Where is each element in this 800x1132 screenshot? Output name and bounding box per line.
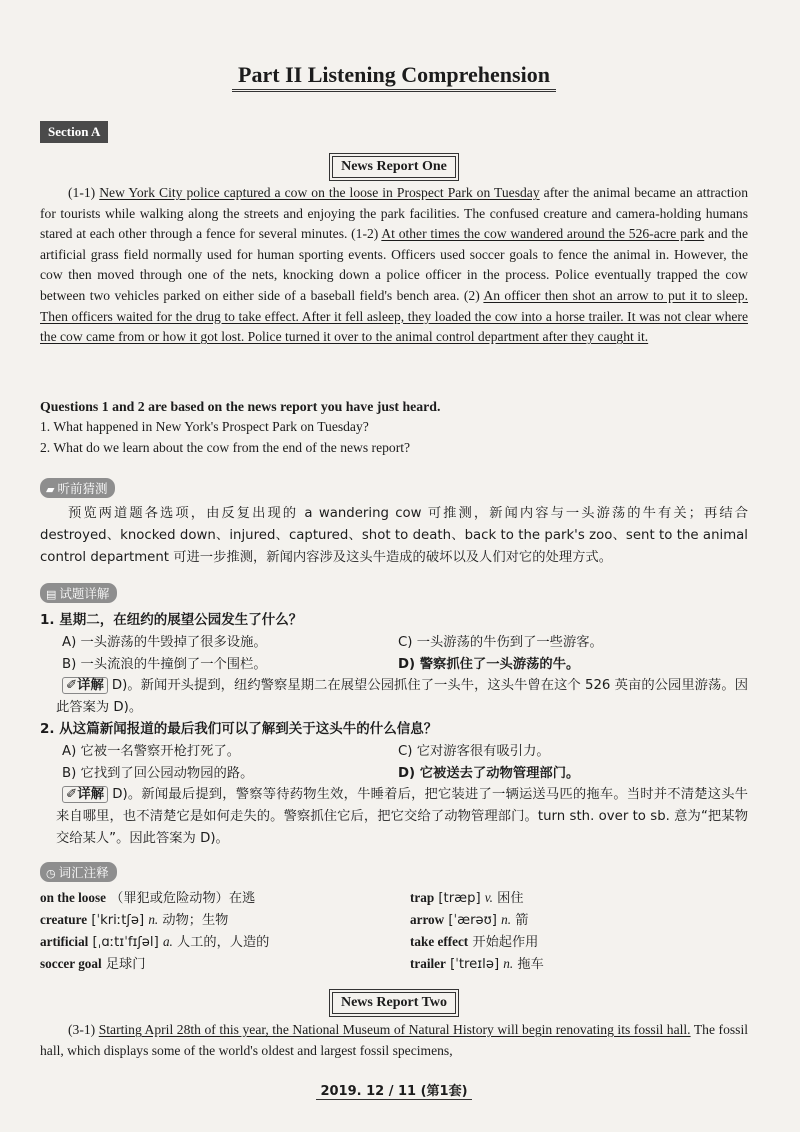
page bbox=[40, 0, 748, 1132]
q2-stem: 2. 从这篇新闻报道的最后我们可以了解到关于这头牛的什么信息？ bbox=[40, 721, 438, 737]
question-1: 1. What happened in New York's Prospect Park on Tuesday? bbox=[40, 419, 369, 434]
q1-option-c: C) 一头游荡的牛伤到了一些游客。 bbox=[398, 635, 603, 650]
q1-option-d: D) 警察抓住了一头游荡的牛。 bbox=[398, 657, 580, 672]
q2-exp-tag: ✐详解 bbox=[62, 786, 108, 803]
vocab-badge: ◷ 词汇注释 bbox=[40, 862, 117, 882]
detail-badge: ▤ 试题详解 bbox=[40, 583, 117, 603]
q1-option-b: B) 一头流浪的牛撞倒了一个围栏。 bbox=[62, 657, 267, 672]
page-footer: 2019. 12 / 11 (第1套) bbox=[40, 1080, 748, 1099]
q2-option-d: D) 它被送去了动物管理部门。 bbox=[398, 766, 580, 781]
report-two-text: (3-1) Starting April 28th of this year, the National Museum of Natural History will begin renovating its fossil hall. The fossil hall, which displays some of the world's oldest and largest fossil specimens, bbox=[40, 1022, 749, 1058]
q1-option-a: A) 一头游荡的牛毁掉了很多设施。 bbox=[62, 635, 267, 650]
clock-icon: ◷ bbox=[46, 867, 56, 880]
vocab-left-3: artificial [ˌɑːtɪˈfɪʃəl] a. 人工的，人造的 bbox=[40, 934, 270, 950]
vocab-right-2: arrow [ˈærəʊ] n. 箭 bbox=[410, 912, 529, 928]
vocab-left-2: creature [ˈkriːtʃə] n. 动物；生物 bbox=[40, 912, 229, 928]
report-one-text: (1-1) New York City police captured a cow on the loose in Prospect Park on Tuesday after the animal became an attraction for tourists while walking along the streets and enjoying the park facilities. The confused creature and camera-holding humans stared at each other through a fence for several minutes. (1-2) At other times the cow wandered around the 526-acre park and the artificial grass field normally used for human sporting events. Officers used soccer goals to fence the animal in. However, the cow then moved through one of the nets, knocking down a police officer in the process. Police eventually trapped the cow between two vehicles parked on either side of a baseball field's bench area. (2) An officer then shot an arrow to put it to sleep. Then officers waited for the drug to take effect. After it fell asleep, they loaded the cow into a horse trailer. It was not clear where the cow came from or how it got lost. Police turned it over to the animal control department after they caught it. bbox=[40, 185, 749, 345]
predict-text: 预览两道题各选项，由反复出现的 a wandering cow 可推测，新闻内容与一头游荡的牛有关；再结合 destroyed、knocked down、injured、captured、shot to death、back to the park's zoo、sent to the animal control department 可进一步推测，新闻内容涉及这头牛造成的破坏以及人们对它的处理方式。 bbox=[40, 506, 748, 565]
vocab-left-4: soccer goal 足球门 bbox=[40, 956, 146, 972]
folder-icon: ▰ bbox=[46, 483, 55, 496]
q2-option-c: C) 它对游客很有吸引力。 bbox=[398, 744, 550, 759]
vocab-right-4: trailer [ˈtreɪlə] n. 拖车 bbox=[410, 956, 544, 972]
vocab-left-1: on the loose （罪犯或危险动物）在逃 bbox=[40, 890, 256, 906]
questions-heading: Questions 1 and 2 are based on the news report you have just heard. bbox=[40, 399, 441, 414]
report-two-title: News Report Two bbox=[40, 991, 748, 1014]
q1-exp-tag: ✐详解 bbox=[62, 677, 108, 694]
vocab-right-1: trap [træp] v. 困住 bbox=[410, 890, 524, 906]
part-title: Part II Listening Comprehension bbox=[40, 62, 748, 88]
predict-badge: ▰ 听前猜测 bbox=[40, 478, 115, 498]
q1-stem: 1. 星期二，在纽约的展望公园发生了什么？ bbox=[40, 612, 303, 628]
section-label: Section A bbox=[40, 121, 108, 143]
book-icon: ▤ bbox=[46, 588, 57, 601]
report-one-title: News Report One bbox=[40, 155, 748, 178]
q1-explanation: ✐详解 D)。新闻开头提到，纽约警察星期二在展望公园抓住了一头牛，这头牛曾在这个 526 英亩的公园里游荡。因此答案为 D)。 bbox=[56, 678, 748, 715]
q2-explanation: ✐详解 D)。新闻最后提到，警察等待药物生效，牛睡着后，把它装进了一辆运送马匹的拖车。当时并不清楚这头牛来自哪里，也不清楚它是如何走失的。警察抓住它后，把它交给了动物管理部门。turn sth. over to sb. 意为“把某物交给某人”。因此答案为 D)。 bbox=[56, 787, 748, 846]
q2-option-a: A) 它被一名警察开枪打死了。 bbox=[62, 744, 241, 759]
vocab-right-3: take effect 开始起作用 bbox=[410, 934, 539, 950]
q2-option-b: B) 它找到了回公园动物园的路。 bbox=[62, 766, 254, 781]
question-2: 2. What do we learn about the cow from the end of the news report? bbox=[40, 440, 411, 455]
